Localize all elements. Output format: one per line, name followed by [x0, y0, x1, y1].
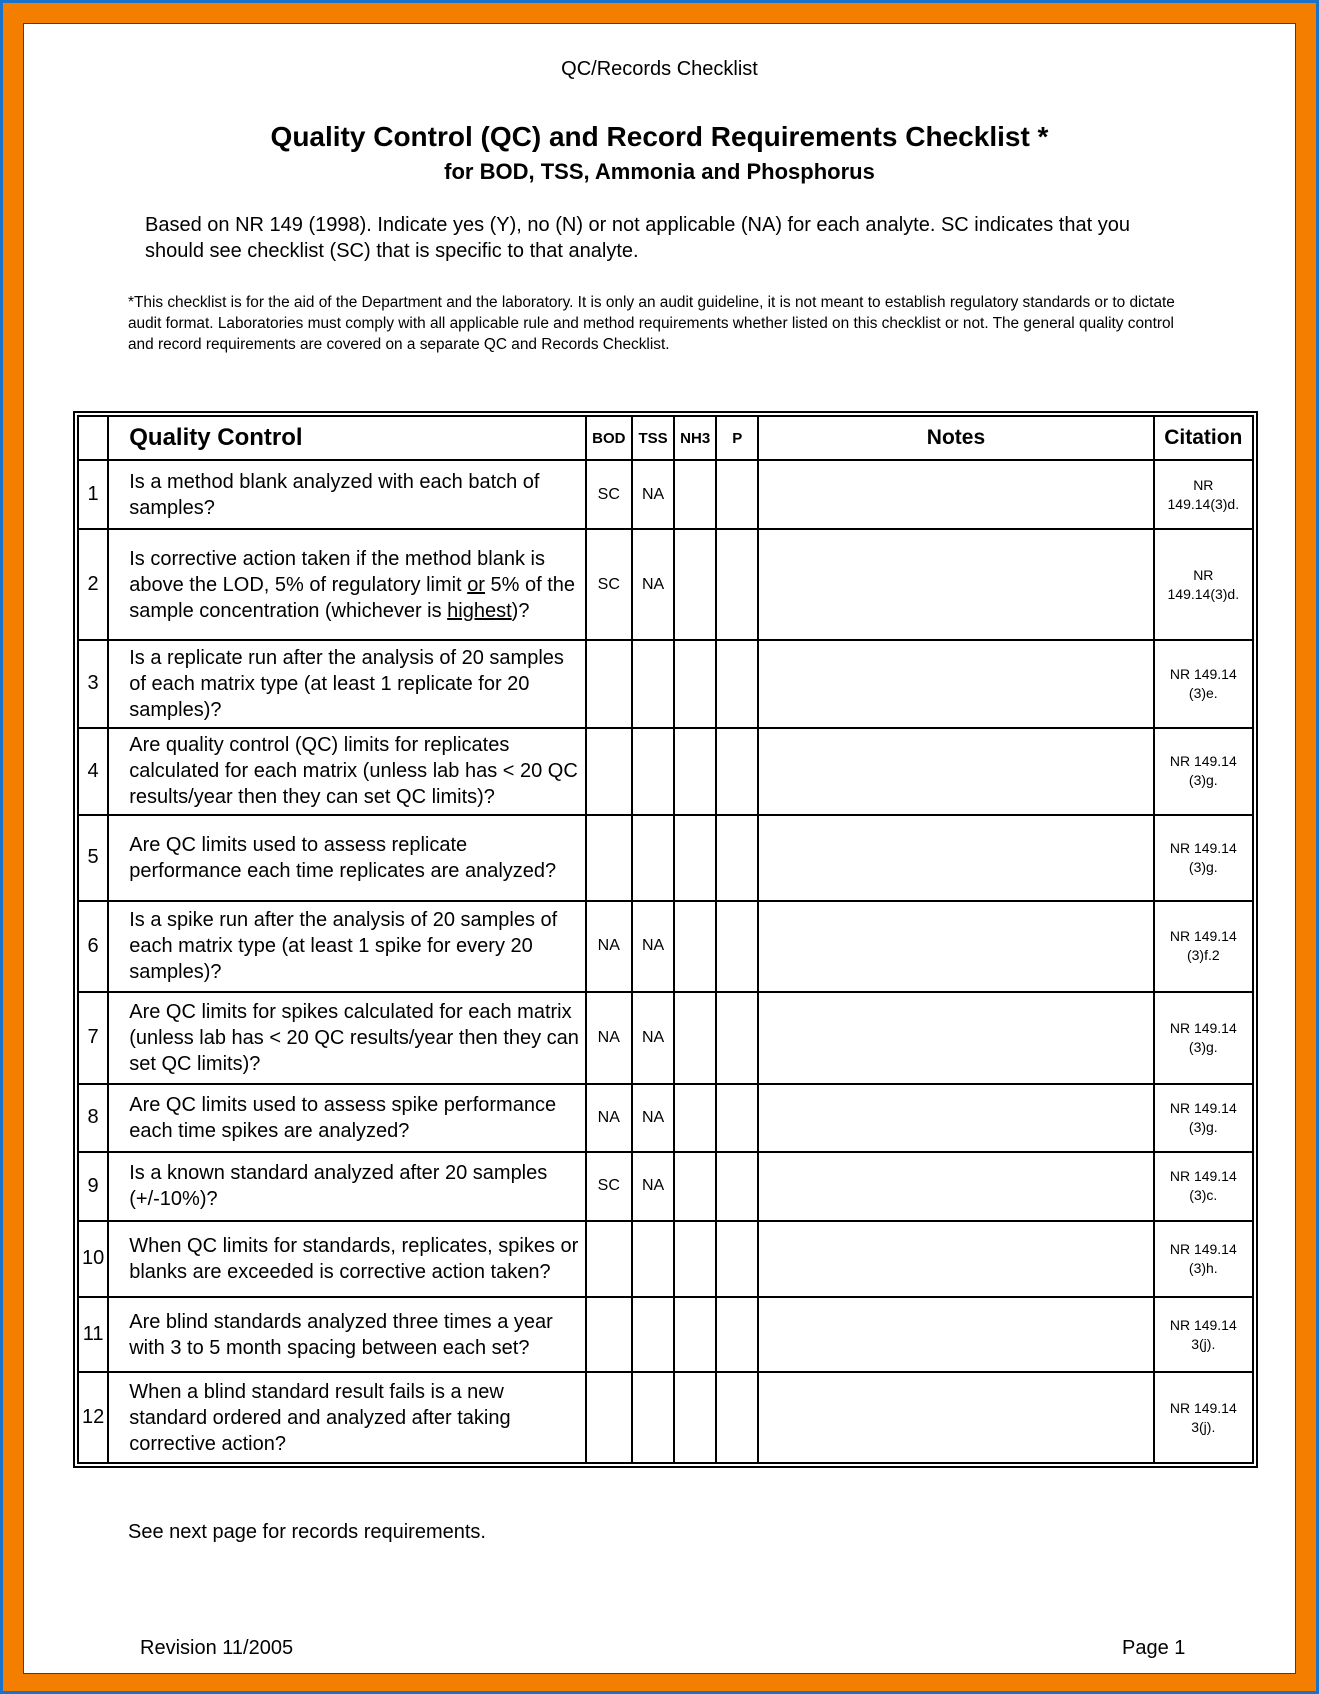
nh3-response-cell[interactable]: [674, 901, 716, 993]
question-fragment: Are QC limits used to assess spike performance each time spikes are analyzed?: [129, 1093, 557, 1142]
header-tss: TSS: [632, 416, 674, 460]
nh3-response-cell[interactable]: [674, 1084, 716, 1152]
nh3-response-cell[interactable]: [674, 728, 716, 816]
row-number: 10: [78, 1221, 108, 1297]
citation-line: NR 149.14: [1169, 1168, 1237, 1185]
citation-cell: [1154, 1297, 1253, 1372]
bod-response-cell[interactable]: [586, 1372, 632, 1463]
table-row: [78, 728, 1253, 816]
question-text: [108, 1152, 585, 1220]
tss-response-cell[interactable]: NA: [632, 992, 674, 1084]
question-fragment: Are blind standards analyzed three times a year with 3 to 5 month spacing between each set?: [129, 1310, 553, 1359]
p-response-cell[interactable]: [716, 901, 758, 993]
p-response-cell[interactable]: [716, 1372, 758, 1463]
tss-response-cell[interactable]: [632, 1372, 674, 1463]
row-number: 8: [78, 1084, 108, 1152]
question-text: [108, 640, 585, 728]
tss-response-cell[interactable]: [632, 728, 674, 816]
tss-response-cell[interactable]: [632, 815, 674, 901]
citation-cell: [1154, 901, 1253, 993]
table-row: [78, 815, 1253, 901]
notes-cell[interactable]: [758, 529, 1153, 640]
header-nh3: NH3: [674, 416, 716, 460]
citation-line: NR 149.14: [1169, 1240, 1237, 1257]
citation-line: (3)e.: [1188, 684, 1218, 701]
table-header-row: [78, 416, 1253, 460]
citation-line: NR 149.14: [1169, 1019, 1237, 1036]
citation-line: (3)f.2: [1186, 947, 1220, 964]
header-citation: Citation: [1154, 416, 1253, 460]
notes-cell[interactable]: [758, 640, 1153, 728]
table-row: [78, 529, 1253, 640]
table-body: [78, 460, 1253, 1463]
question-text: [108, 728, 585, 816]
nh3-response-cell[interactable]: [674, 529, 716, 640]
intro-paragraph: Based on NR 149 (1998). Indicate yes (Y), no (N) or not applicable (NA) for each analyte. SC indicates that you should see checklist (SC) that is specific to that analyte.: [145, 214, 1130, 262]
citation-line: NR: [1193, 566, 1214, 583]
question-fragment: 5% of the sample concentration (whichever is: [129, 573, 576, 622]
row-number: 1: [78, 460, 108, 529]
citation-line: (3)h.: [1188, 1259, 1218, 1276]
bod-response-cell[interactable]: NA: [586, 992, 632, 1084]
row-number: 6: [78, 901, 108, 993]
checklist-table: [77, 415, 1254, 1464]
bod-response-cell[interactable]: [586, 640, 632, 728]
table-row: [78, 1372, 1253, 1463]
tss-response-cell[interactable]: NA: [632, 1084, 674, 1152]
bod-response-cell[interactable]: [586, 815, 632, 901]
p-response-cell[interactable]: [716, 640, 758, 728]
table-row: [78, 901, 1253, 993]
citation-cell: [1154, 1221, 1253, 1297]
p-response-cell[interactable]: [716, 1221, 758, 1297]
row-number: 12: [78, 1372, 108, 1463]
citation-cell: [1154, 1084, 1253, 1152]
citation-line: NR 149.14: [1169, 839, 1237, 856]
citation-line: 3(j).: [1191, 1418, 1216, 1435]
citation-line: NR: [1193, 476, 1214, 493]
citation-line: 149.14(3)d.: [1167, 495, 1240, 512]
bod-response-cell[interactable]: NA: [586, 901, 632, 993]
tss-response-cell[interactable]: NA: [632, 529, 674, 640]
question-fragment: Is a known standard analyzed after 20 samples (+/-10%)?: [129, 1162, 548, 1211]
question-fragment: Are quality control (QC) limits for replicates calculated for each matrix (unless lab has < 20 QC results/year then they can set QC limits)?: [129, 734, 578, 809]
tss-response-cell[interactable]: [632, 1297, 674, 1372]
bod-response-cell[interactable]: NA: [586, 1084, 632, 1152]
notes-cell[interactable]: [758, 901, 1153, 993]
citation-cell: [1154, 815, 1253, 901]
revision-label: Revision 11/2005: [140, 1637, 294, 1659]
nh3-response-cell[interactable]: [674, 460, 716, 529]
question-text: [108, 992, 585, 1084]
question-fragment: Is a method blank analyzed with each batch of samples?: [129, 470, 540, 519]
document-title: Quality Control (QC) and Record Requirements Checklist *: [270, 121, 1049, 152]
citation-line: NR 149.14: [1169, 1399, 1237, 1416]
page-number: Page 1: [1122, 1637, 1186, 1659]
question-fragment: When a blind standard result fails is a new standard ordered and analyzed after taking corrective action?: [129, 1380, 511, 1455]
p-response-cell[interactable]: [716, 529, 758, 640]
header-quality-control: Quality Control: [108, 416, 585, 460]
notes-cell[interactable]: [758, 460, 1153, 529]
table-row: [78, 1152, 1253, 1220]
disclaimer-paragraph: *This checklist is for the aid of the Department and the laboratory. It is only an audit guideline, it is not meant to establish regulatory standards or to dictate audit format. Laboratories must comply with all applicable rule and method requirements whether listed on this checklist or not. The general quality control and record requirements are covered on a separate QC and Records Checklist.: [128, 294, 1175, 353]
citation-line: NR 149.14: [1169, 1099, 1237, 1116]
document-page: [23, 23, 1296, 1674]
tss-response-cell[interactable]: [632, 640, 674, 728]
question-fragment: When QC limits for standards, replicates, spikes or blanks are exceeded is corrective action taken?: [129, 1234, 579, 1283]
bod-response-cell[interactable]: SC: [586, 460, 632, 529]
citation-cell: [1154, 728, 1253, 816]
nh3-response-cell[interactable]: [674, 1372, 716, 1463]
citation-line: NR 149.14: [1169, 1316, 1237, 1333]
checklist-table-frame: [73, 411, 1258, 1468]
nh3-response-cell[interactable]: [674, 1152, 716, 1220]
p-response-cell[interactable]: [716, 815, 758, 901]
row-number: 4: [78, 728, 108, 816]
citation-cell: [1154, 992, 1253, 1084]
nh3-response-cell[interactable]: [674, 1297, 716, 1372]
bod-response-cell[interactable]: [586, 728, 632, 816]
notes-cell[interactable]: [758, 1297, 1153, 1372]
nh3-response-cell[interactable]: [674, 992, 716, 1084]
notes-cell[interactable]: [758, 1152, 1153, 1220]
nh3-response-cell[interactable]: [674, 1221, 716, 1297]
notes-cell[interactable]: [758, 992, 1153, 1084]
citation-line: 149.14(3)d.: [1167, 585, 1240, 602]
question-text: [108, 1372, 585, 1463]
bod-response-cell[interactable]: [586, 1221, 632, 1297]
citation-cell: [1154, 1372, 1253, 1463]
question-fragment: Are QC limits for spikes calculated for each matrix (unless lab has < 20 QC results/year then they can set QC limits)?: [129, 1000, 579, 1075]
citation-line: 3(j).: [1191, 1335, 1216, 1352]
citation-cell: [1154, 640, 1253, 728]
p-response-cell[interactable]: [716, 1297, 758, 1372]
p-response-cell[interactable]: [716, 1084, 758, 1152]
table-row: [78, 460, 1253, 529]
row-number: 9: [78, 1152, 108, 1220]
question-text: [108, 815, 585, 901]
p-response-cell[interactable]: [716, 1152, 758, 1220]
p-response-cell[interactable]: [716, 460, 758, 529]
citation-line: NR 149.14: [1169, 753, 1237, 770]
question-fragment: )?: [511, 599, 530, 622]
notes-cell[interactable]: [758, 728, 1153, 816]
question-text: [108, 1221, 585, 1297]
tss-response-cell[interactable]: NA: [632, 460, 674, 529]
p-response-cell[interactable]: [716, 728, 758, 816]
citation-line: (3)g.: [1188, 772, 1218, 789]
nh3-response-cell[interactable]: [674, 815, 716, 901]
citation-line: (3)g.: [1188, 1118, 1218, 1135]
tss-response-cell[interactable]: NA: [632, 901, 674, 993]
header-number: [78, 416, 108, 460]
citation-line: (3)g.: [1188, 1038, 1218, 1055]
row-number: 5: [78, 815, 108, 901]
bod-response-cell[interactable]: SC: [586, 529, 632, 640]
header-notes: Notes: [758, 416, 1153, 460]
citation-line: (3)g.: [1188, 858, 1218, 875]
notes-cell[interactable]: [758, 815, 1153, 901]
bod-response-cell[interactable]: SC: [586, 1152, 632, 1220]
table-row: [78, 992, 1253, 1084]
tss-response-cell[interactable]: [632, 1221, 674, 1297]
question-emphasis: highest: [447, 599, 512, 622]
citation-cell: [1154, 529, 1253, 640]
next-page-note: See next page for records requirements.: [128, 1521, 486, 1543]
table-row: [78, 1297, 1253, 1372]
p-response-cell[interactable]: [716, 992, 758, 1084]
notes-cell[interactable]: [758, 1084, 1153, 1152]
citation-line: NR 149.14: [1169, 665, 1237, 682]
row-number: 3: [78, 640, 108, 728]
notes-cell[interactable]: [758, 1372, 1153, 1463]
question-fragment: Is corrective action taken if the method blank is above the LOD, 5% of regulatory limit: [129, 547, 545, 596]
table-row: [78, 1221, 1253, 1297]
question-emphasis: or: [467, 573, 485, 596]
question-text: [108, 901, 585, 993]
nh3-response-cell[interactable]: [674, 640, 716, 728]
citation-line: (3)c.: [1189, 1187, 1218, 1204]
question-text: [108, 529, 585, 640]
header-bod: BOD: [586, 416, 632, 460]
header-p: P: [716, 416, 758, 460]
row-number: 7: [78, 992, 108, 1084]
table-row: [78, 1084, 1253, 1152]
table-row: [78, 640, 1253, 728]
row-number: 2: [78, 529, 108, 640]
citation-cell: [1154, 1152, 1253, 1220]
question-fragment: Is a replicate run after the analysis of 20 samples of each matrix type (at least 1 replicate for 20 samples)?: [129, 646, 564, 721]
question-text: [108, 1297, 585, 1372]
question-fragment: Are QC limits used to assess replicate performance each time replicates are analyzed?: [129, 833, 557, 882]
row-number: 11: [78, 1297, 108, 1372]
question-text: [108, 460, 585, 529]
question-fragment: Is a spike run after the analysis of 20 samples of each matrix type (at least 1 spike for every 20 samples)?: [129, 909, 558, 984]
question-text: [108, 1084, 585, 1152]
tss-response-cell[interactable]: NA: [632, 1152, 674, 1220]
running-title: QC/Records Checklist: [561, 58, 758, 80]
notes-cell[interactable]: [758, 1221, 1153, 1297]
document-subtitle: for BOD, TSS, Ammonia and Phosphorus: [444, 159, 875, 184]
citation-cell: [1154, 460, 1253, 529]
bod-response-cell[interactable]: [586, 1297, 632, 1372]
citation-line: NR 149.14: [1169, 928, 1237, 945]
